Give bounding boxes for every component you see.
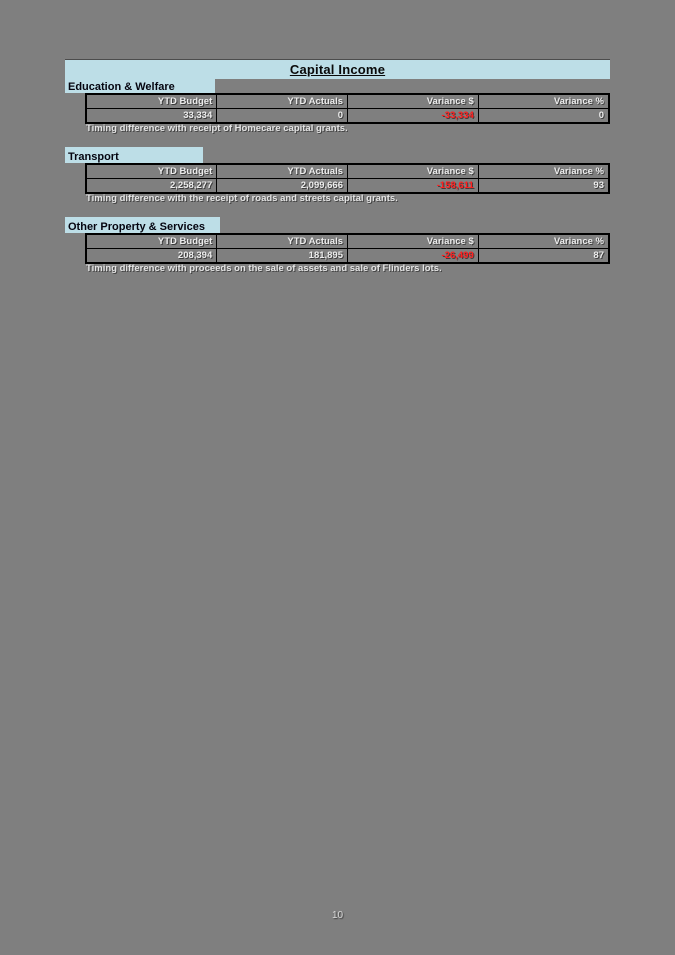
variance-dollar-value: -33,334 <box>348 109 479 124</box>
variance-dollar-value: -158,611 <box>348 179 479 194</box>
ytd-actuals-value: 181,895 <box>217 249 348 264</box>
report-title-banner <box>65 59 610 79</box>
col-header-variance-percent: Variance % <box>478 234 609 249</box>
other-property-services-table <box>85 233 610 264</box>
ytd-budget-value: 208,394 <box>86 249 217 264</box>
ytd-actuals-value: 0 <box>217 109 348 124</box>
section-header-other-property-services <box>65 217 220 233</box>
col-header-variance-dollar: Variance $ <box>348 164 479 179</box>
table-header-row <box>86 164 609 179</box>
col-header-variance-percent: Variance % <box>478 94 609 109</box>
ytd-budget-value: 2,258,277 <box>86 179 217 194</box>
col-header-variance-dollar: Variance $ <box>348 234 479 249</box>
education-welfare-table <box>85 93 610 124</box>
col-header-ytd-budget: YTD Budget <box>86 234 217 249</box>
section-note: Timing difference with receipt of Homecare capital grants. <box>86 123 348 134</box>
variance-dollar-value: -26,499 <box>348 249 479 264</box>
transport-table <box>85 163 610 194</box>
col-header-ytd-actuals: YTD Actuals <box>217 94 348 109</box>
table-row <box>86 109 609 124</box>
page-number: 10 <box>331 910 344 921</box>
ytd-budget-value: 33,334 <box>86 109 217 124</box>
table-header-row <box>86 234 609 249</box>
section-note: Timing difference with the receipt of roads and streets capital grants. <box>86 193 398 204</box>
col-header-ytd-budget: YTD Budget <box>86 164 217 179</box>
section-title: Other Property & Services <box>68 221 205 233</box>
section-header-education-welfare <box>65 77 215 93</box>
variance-percent-value: 93 <box>478 179 609 194</box>
table-row <box>86 179 609 194</box>
col-header-ytd-actuals: YTD Actuals <box>217 234 348 249</box>
col-header-variance-dollar: Variance $ <box>348 94 479 109</box>
section-header-transport <box>65 147 203 163</box>
col-header-ytd-budget: YTD Budget <box>86 94 217 109</box>
section-note: Timing difference with proceeds on the sale of assets and sale of Flinders lots. <box>86 263 442 274</box>
section-title: Education & Welfare <box>68 81 175 93</box>
table-header-row <box>86 94 609 109</box>
col-header-ytd-actuals: YTD Actuals <box>217 164 348 179</box>
table-row <box>86 249 609 264</box>
variance-percent-value: 87 <box>478 249 609 264</box>
report-title: Capital Income <box>289 62 386 77</box>
variance-percent-value: 0 <box>478 109 609 124</box>
ytd-actuals-value: 2,099,666 <box>217 179 348 194</box>
section-title: Transport <box>68 151 119 163</box>
col-header-variance-percent: Variance % <box>478 164 609 179</box>
